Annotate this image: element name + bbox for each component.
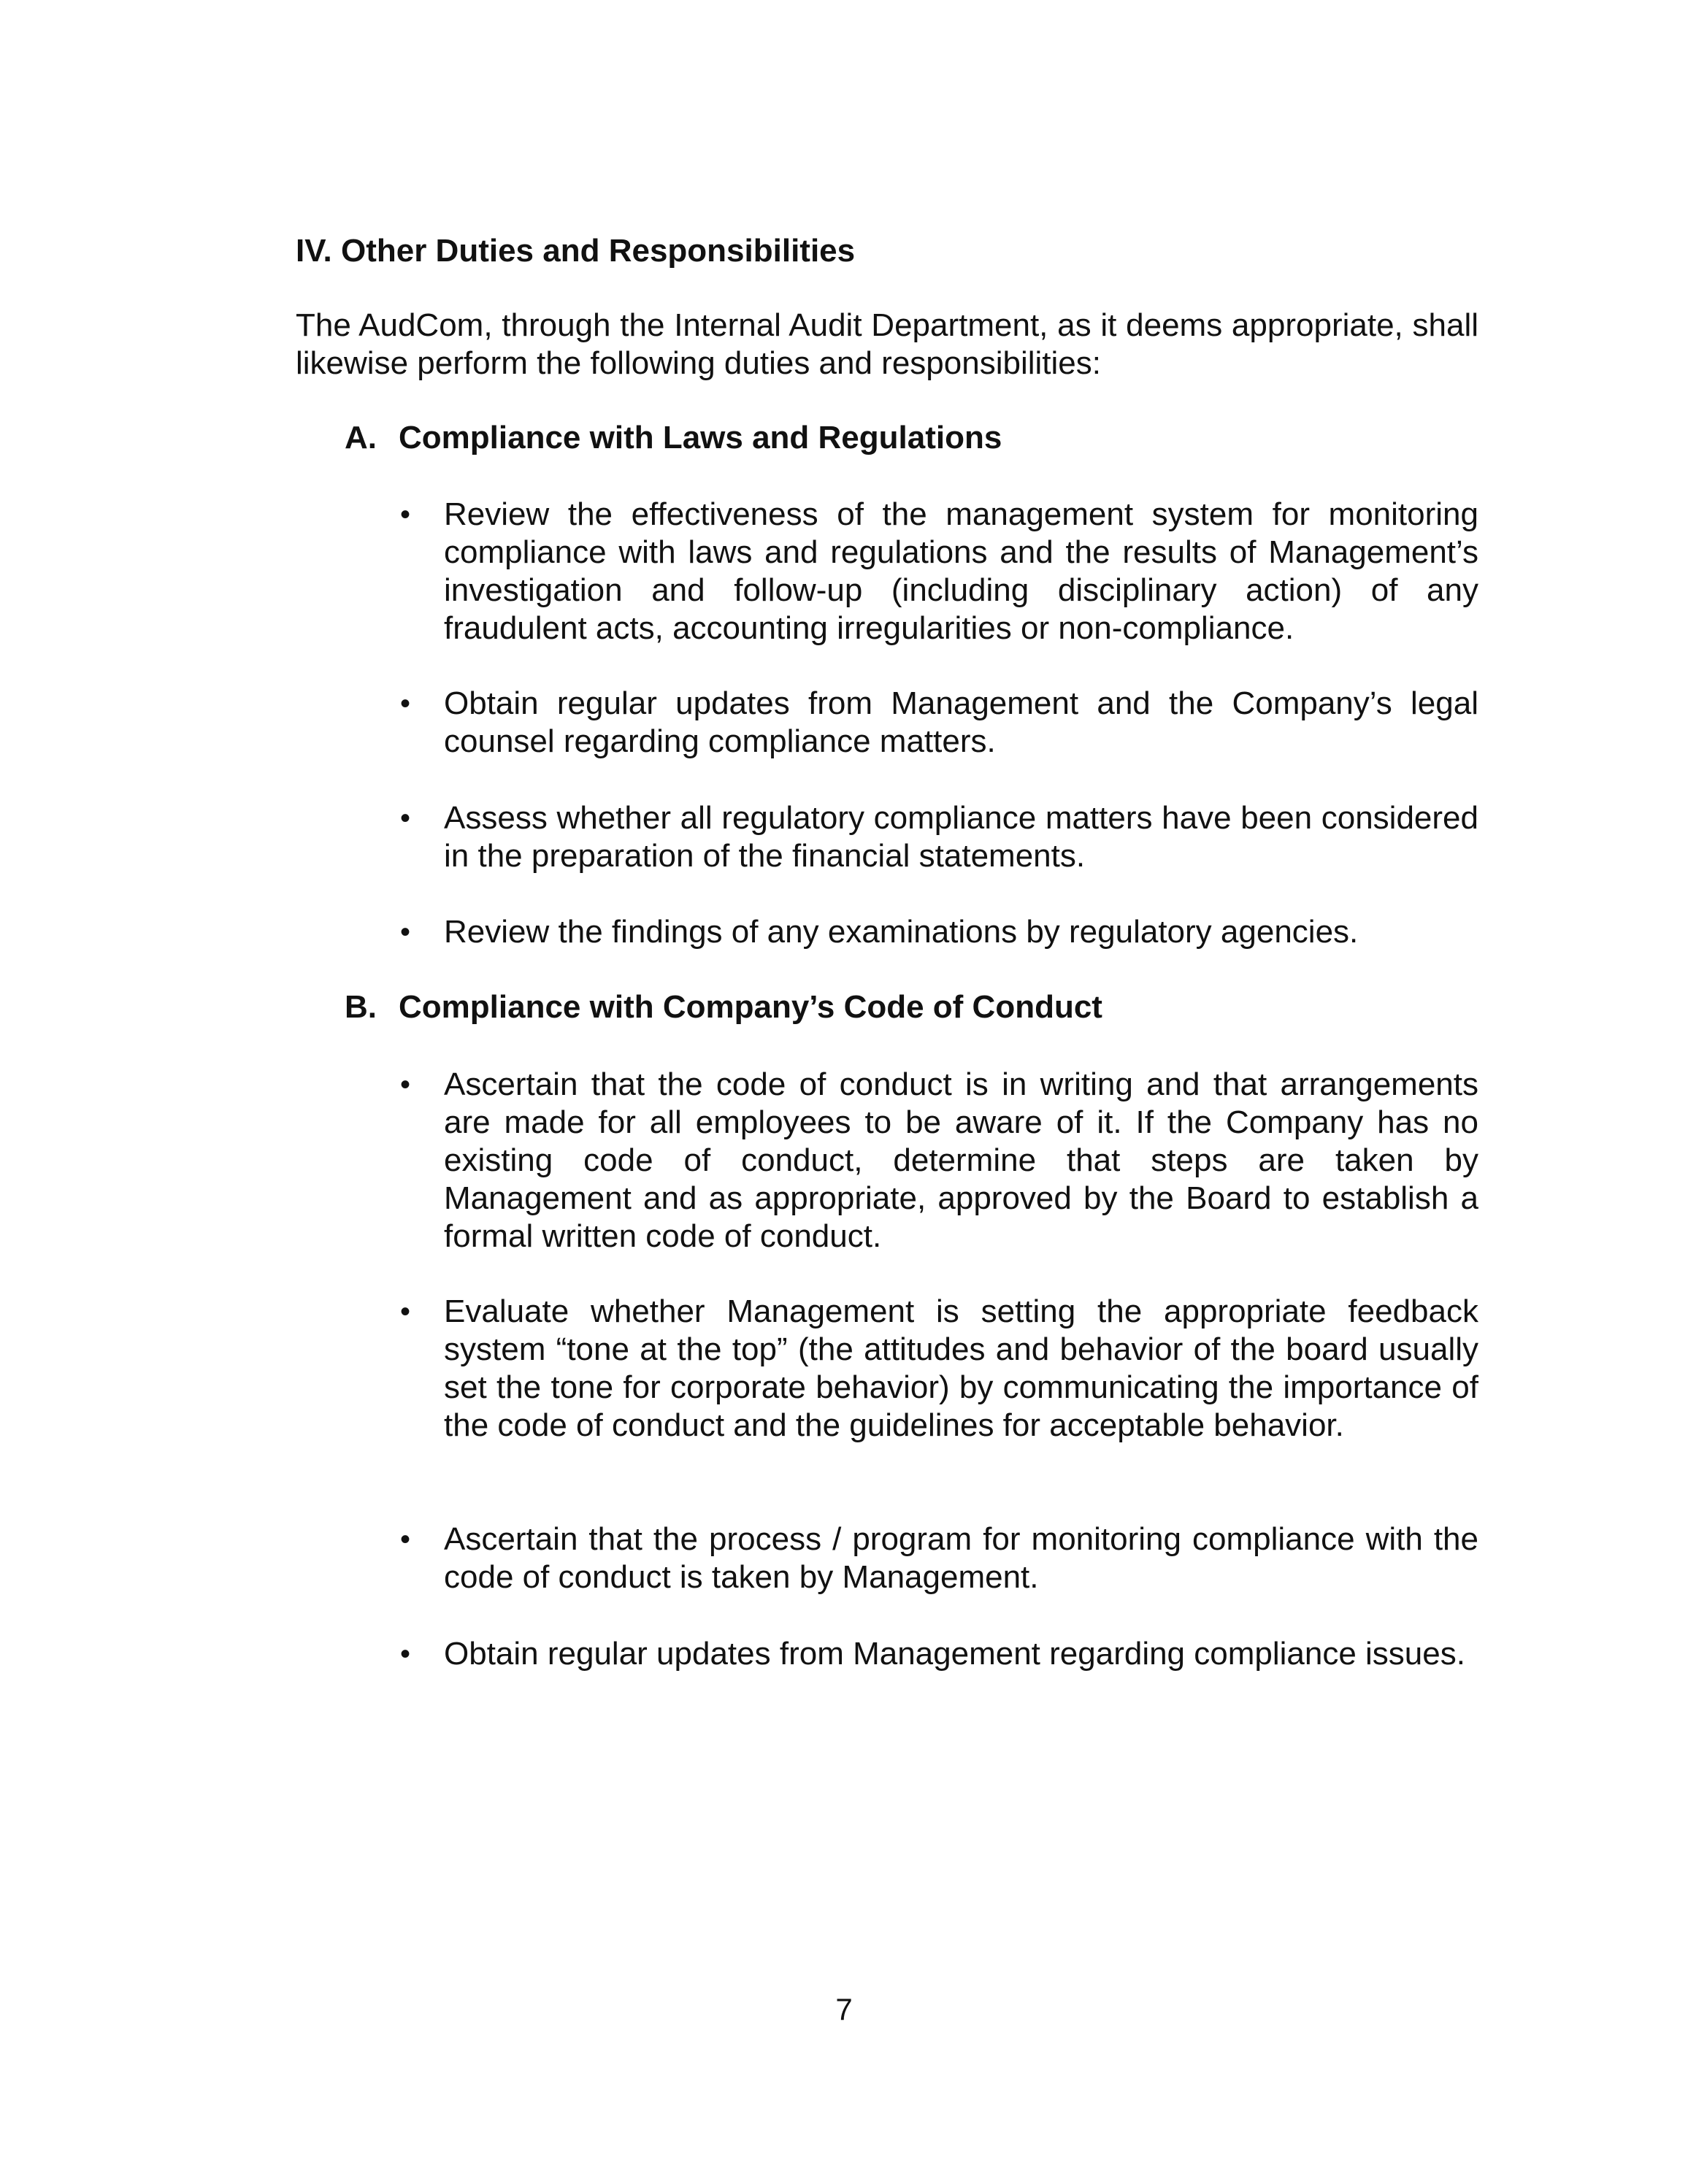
bullet-icon: • [399, 802, 410, 834]
list-item-text: Evaluate whether Management is setting the appropriate feedback system “tone at the top” (the attitudes and behavior of the board usually set the tone for corporate behavior) by communicating the importance of the code of conduct and the guidelines for acceptable behavior. [444, 1293, 1478, 1443]
list-item-text: Ascertain that the code of conduct is in writing and that arrangements are made for all employees to be aware of it. If the Company has no existing code of conduct, determine that steps are taken by Management and as appropriate, approved by the Board to establish a formal written code of conduct. [444, 1066, 1478, 1254]
list-item-text: Review the findings of any examinations by regulatory agencies. [444, 914, 1359, 950]
list-item-text: Assess whether all regulatory compliance matters have been considered in the preparation of the financial statements. [444, 800, 1478, 874]
list-item [387, 496, 1478, 647]
list-item [387, 1520, 1478, 1596]
list-item-text: Review the effectiveness of the management system for monitoring compliance with laws and regulations and the results of Management’s investigation and follow-up (including disciplinary action) of any fraudulent acts, accounting irregularities or non-compliance. [444, 496, 1478, 646]
bullet-icon: • [399, 1296, 410, 1328]
list-item [387, 1293, 1478, 1445]
list-item [387, 799, 1478, 875]
list-item-text: Obtain regular updates from Management regarding compliance issues. [444, 1636, 1465, 1672]
bullet-icon: • [399, 688, 410, 720]
subsection-title-a [345, 419, 1002, 457]
subsection-title-text: Compliance with Company’s Code of Conduct [399, 989, 1102, 1025]
bullet-icon: • [399, 1638, 410, 1670]
subsection-title-text: Compliance with Laws and Regulations [399, 420, 1002, 455]
page-number: 7 [835, 1992, 853, 2026]
subsection-letter: A. [345, 420, 377, 455]
list-item [387, 1635, 1478, 1673]
bullet-icon: • [399, 1523, 410, 1556]
bullet-icon: • [399, 1069, 410, 1101]
bullet-icon: • [399, 499, 410, 531]
list-item [387, 913, 1478, 951]
bullet-icon: • [399, 916, 410, 948]
subsection-title-b [345, 988, 1102, 1026]
subsection-letter: B. [345, 989, 377, 1025]
list-item [387, 1066, 1478, 1256]
list-item-text: Ascertain that the process / program for monitoring compliance with the code of conduct is taken by Management. [444, 1521, 1478, 1595]
list-item-text: Obtain regular updates from Management and the Company’s legal counsel regarding compliance matters. [444, 685, 1478, 759]
intro-paragraph: The AudCom, through the Internal Audit Department, as it deems appropriate, shall likewise perform the following duties and responsibilities: [296, 307, 1478, 381]
list-item [387, 685, 1478, 761]
section-heading: IV. Other Duties and Responsibilities [296, 233, 856, 269]
